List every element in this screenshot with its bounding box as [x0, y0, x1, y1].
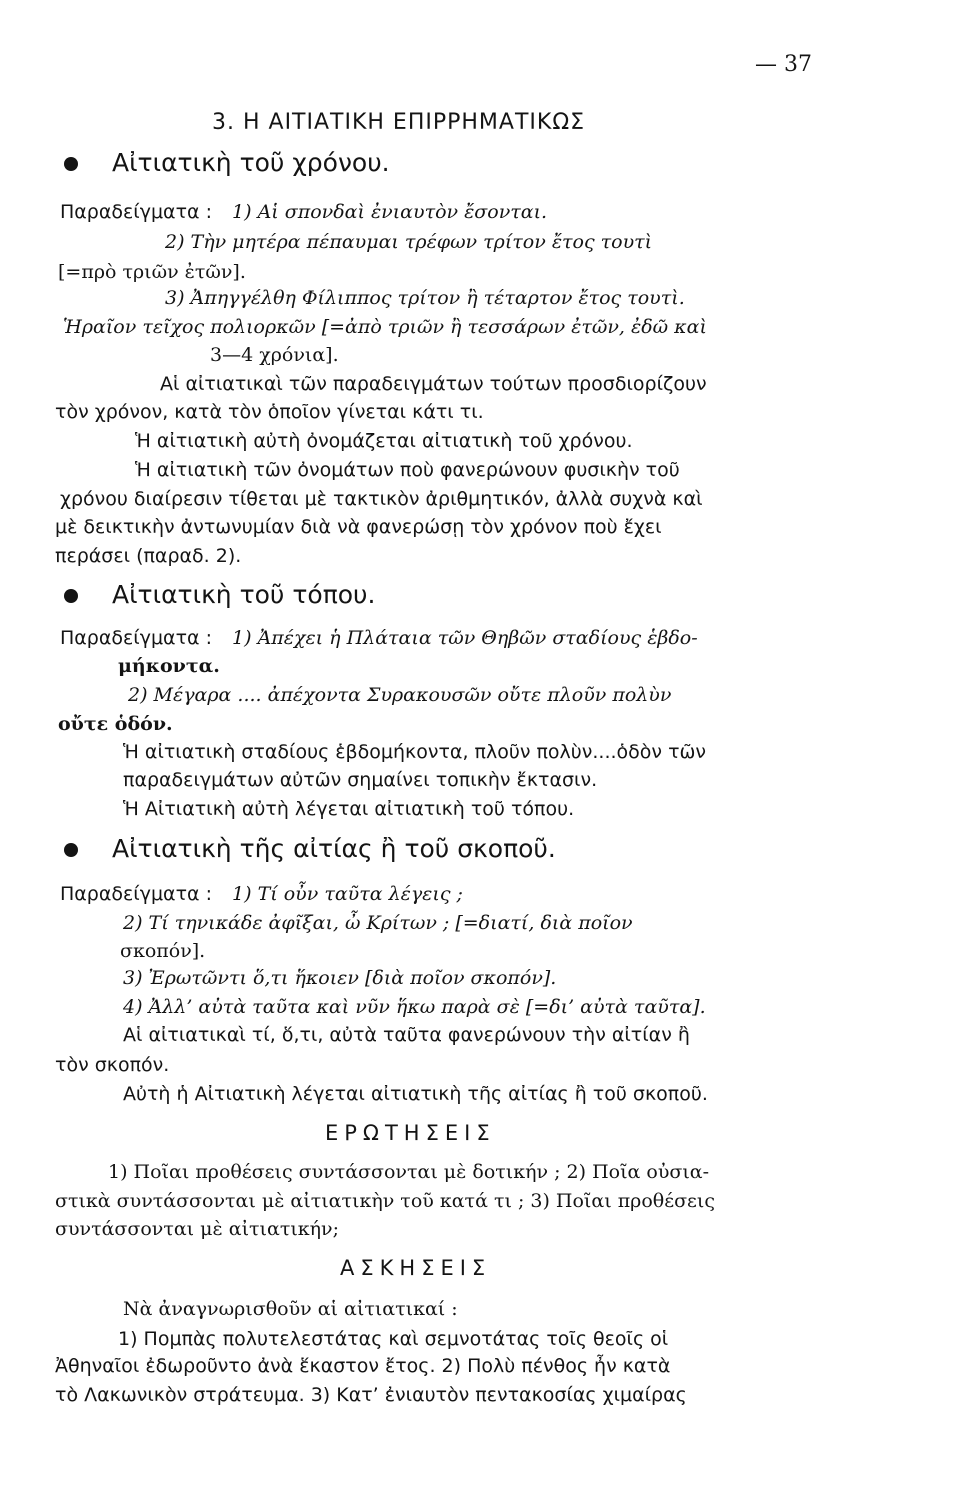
time-para-3d: περάσει (παραδ. 2). — [55, 545, 242, 567]
time-heading — [64, 150, 390, 176]
place-para-2: Ἡ Αἰτιατικὴ αὐτὴ λέγεται αἰτιατικὴ τοῦ τόπου. — [123, 798, 575, 820]
time-para-2: Ἡ αἰτιατικὴ αὐτὴ ὀνομάζεται αἰτιατικὴ τοῦ χρόνου. — [135, 430, 633, 452]
time-example-2b: [=πρὸ τριῶν ἐτῶν]. — [58, 261, 246, 283]
cause-example-1: 1) Τί οὖν ταῦτα λέγεις ; — [232, 883, 463, 905]
cause-example-4: 4) Ἀλλ’ αὐτὰ ταῦτα καὶ νῦν ἥκω παρὰ σὲ [=δι’ αὐτὰ ταῦτα]. — [123, 996, 706, 1018]
bullet-icon — [64, 589, 78, 603]
place-example-2b: οὔτε ὁδόν. — [58, 713, 173, 735]
bullet-icon — [64, 157, 78, 171]
place-heading — [64, 582, 375, 608]
cause-example-2a: 2) Τί τηνικάδε ἀφῖξαι, ὦ Κρίτων ; [=διατί, διὰ ποῖον — [123, 912, 633, 934]
place-para-1b: παραδειγμάτων αὐτῶν σημαίνει τοπικὴν ἔκτασιν. — [123, 769, 598, 791]
time-example-2a: 2) Τὴν μητέρα πέπαυμαι τρέφων τρίτον ἔτος τουτὶ — [165, 231, 653, 253]
cause-para-1a: Αἱ αἰτιατικαὶ τί, ὅ,τι, αὐτὰ ταῦτα φανερώνουν τὴν αἰτίαν ἢ — [123, 1024, 690, 1046]
cause-heading-text: Αἰτιατικὴ τῆς αἰτίας ἢ τοῦ σκοποῦ. — [112, 834, 556, 863]
time-examples-label: Παραδείγματα : — [60, 201, 212, 223]
place-examples-label: Παραδείγματα : — [60, 627, 212, 649]
time-example-3c: 3—4 χρόνια]. — [210, 344, 339, 366]
exercises-intro: Νὰ ἀναγνωρισθοῦν αἱ αἰτιατικαί : — [123, 1298, 458, 1320]
time-example-3a: 3) Ἀπηγγέλθη Φίλιππος τρίτον ἢ τέταρτον ἔτος τουτὶ. — [165, 287, 685, 309]
time-para-1b: τὸν χρόνον, κατὰ τὸν ὁποῖον γίνεται κάτι τι. — [55, 401, 484, 423]
exercises-line-1: 1) Πομπὰς πολυτελεστάτας καὶ σεμνοτάτας τοῖς θεοῖς οἱ — [118, 1328, 669, 1350]
section-title: 3. Η ΑΙΤΙΑΤΙΚΗ ΕΠΙΡΡΗΜΑΤΙΚΩΣ — [212, 110, 586, 135]
place-heading-text: Αἰτιατικὴ τοῦ τόπου. — [112, 580, 376, 609]
cause-para-2: Αὐτὴ ἡ Αἰτιατικὴ λέγεται αἰτιατικὴ τῆς αἰτίας ἢ τοῦ σκοποῦ. — [123, 1083, 708, 1105]
questions-line-3: συντάσσονται μὲ αἰτιατικήν; — [55, 1218, 339, 1240]
cause-examples-line-1 — [60, 881, 463, 907]
time-example-3b: Ἡραῖον τεῖχος πολιορκῶν [=ἀπὸ τριῶν ἢ τεσσάρων ἐτῶν, ἐδῶ καὶ — [63, 316, 707, 338]
time-examples-line-1 — [60, 199, 547, 225]
cause-examples-label: Παραδείγματα : — [60, 883, 212, 905]
place-example-1b: μήκοντα. — [118, 655, 220, 677]
time-example-1: 1) Αἱ σπονδαὶ ἐνιαυτὸν ἔσονται. — [232, 201, 548, 223]
questions-heading: ΕΡΩΤΗΣΕΙΣ — [325, 1121, 496, 1145]
exercises-line-3: τὸ Λακωνικὸν στράτευμα. 3) Κατ’ ἐνιαυτὸν πεντακοσίας χιμαίρας — [55, 1384, 687, 1406]
place-example-2a: 2) Μέγαρα .... ἀπέχοντα Συρακουσῶν οὔτε πλοῦν πολὺν — [128, 684, 672, 706]
exercises-line-2: Ἀθηναῖοι ἐδωροῦντο ἀνὰ ἕκαστον ἔτος. 2) Πολὺ πένθος ἦν κατὰ — [55, 1355, 671, 1377]
place-para-1a: Ἡ αἰτιατικὴ σταδίους ἑβδομήκοντα, πλοῦν πολὺν....ὁδὸν τῶν — [123, 741, 707, 763]
exercises-heading: ΑΣΚΗΣΕΙΣ — [340, 1256, 492, 1280]
time-para-3b: χρόνου διαίρεσιν τίθεται μὲ τακτικὸν ἀριθμητικόν, ἀλλὰ συχνὰ καὶ — [60, 488, 703, 510]
bullet-icon — [64, 843, 78, 857]
place-example-1a: 1) Ἀπέχει ἡ Πλάταια τῶν Θηβῶν σταδίους ἑβδο- — [232, 627, 698, 649]
time-para-1a: Αἱ αἰτιατικαὶ τῶν παραδειγμάτων τούτων προσδιορίζουν — [160, 373, 707, 395]
page-number: — 37 — [755, 52, 812, 77]
questions-line-2: στικὰ συντάσσονται μὲ αἰτιατικὴν τοῦ κατά τι ; 3) Ποῖαι προθέσεις — [55, 1190, 715, 1212]
time-para-3c: μὲ δεικτικὴν ἀντωνυμίαν διὰ νὰ φανερώσῃ τὸν χρόνον ποὺ ἔχει — [55, 516, 662, 538]
cause-example-3: 3) Ἐρωτῶντι ὅ,τι ἥκοιεν [διὰ ποῖον σκοπόν]. — [123, 967, 557, 989]
cause-para-1b: τὸν σκοπόν. — [55, 1054, 170, 1076]
cause-heading — [64, 836, 556, 862]
cause-example-2b: σκοπόν]. — [120, 940, 206, 962]
questions-line-1: 1) Ποῖαι προθέσεις συντάσσονται μὲ δοτικήν ; 2) Ποῖα οὐσια- — [108, 1161, 710, 1183]
time-heading-text: Αἰτιατικὴ τοῦ χρόνου. — [112, 148, 390, 177]
time-para-3a: Ἡ αἰτιατικὴ τῶν ὀνομάτων ποὺ φανερώνουν φυσικὴν τοῦ — [135, 459, 680, 481]
place-examples-line-1 — [60, 625, 698, 651]
